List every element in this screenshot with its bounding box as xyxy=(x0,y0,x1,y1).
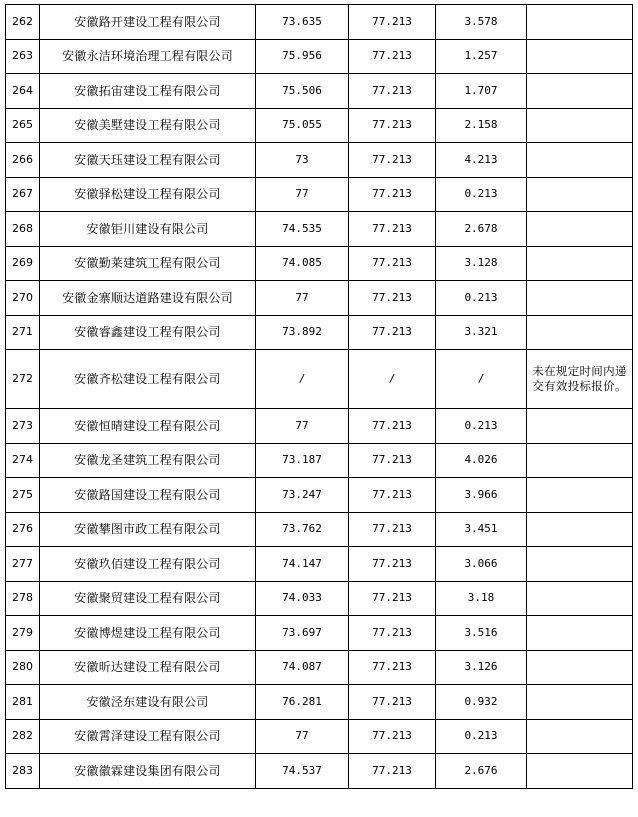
difference-cell: 0.213 xyxy=(436,281,527,316)
company-name-cell: 安徽攀图市政工程有限公司 xyxy=(40,512,256,547)
company-name-cell: 安徽龙圣建筑工程有限公司 xyxy=(40,443,256,478)
company-name-cell: 安徽徽霖建设集团有限公司 xyxy=(40,754,256,789)
remark-cell xyxy=(527,512,633,547)
company-name-cell: 安徽恒晴建设工程有限公司 xyxy=(40,409,256,444)
difference-cell: 3.126 xyxy=(436,650,527,685)
benchmark-cell: 77.213 xyxy=(349,616,436,651)
table-row xyxy=(6,547,633,582)
row-number-cell: 272 xyxy=(6,350,40,409)
difference-cell: / xyxy=(436,350,527,409)
company-name-cell: 安徽拓宙建设工程有限公司 xyxy=(40,74,256,109)
row-number-cell: 275 xyxy=(6,478,40,513)
row-number-cell: 273 xyxy=(6,409,40,444)
table-row xyxy=(6,246,633,281)
difference-cell: 2.676 xyxy=(436,754,527,789)
benchmark-cell: 77.213 xyxy=(349,281,436,316)
table-row xyxy=(6,754,633,789)
company-name-cell: 安徽霄泽建设工程有限公司 xyxy=(40,719,256,754)
benchmark-cell: 77.213 xyxy=(349,177,436,212)
row-number-cell: 263 xyxy=(6,39,40,74)
row-number-cell: 265 xyxy=(6,108,40,143)
remark-cell xyxy=(527,409,633,444)
benchmark-cell: 77.213 xyxy=(349,685,436,720)
difference-cell: 0.932 xyxy=(436,685,527,720)
row-number-cell: 283 xyxy=(6,754,40,789)
score-cell: 77 xyxy=(256,719,349,754)
row-number-cell: 280 xyxy=(6,650,40,685)
company-name-cell: 安徽睿鑫建设工程有限公司 xyxy=(40,315,256,350)
company-name-cell: 安徽聚贸建设工程有限公司 xyxy=(40,581,256,616)
score-cell: 73 xyxy=(256,143,349,178)
table-row xyxy=(6,685,633,720)
remark-cell: 未在规定时间内递交有效投标报价。 xyxy=(527,350,633,409)
score-cell: 74.537 xyxy=(256,754,349,789)
remark-cell xyxy=(527,754,633,789)
score-cell: 77 xyxy=(256,281,349,316)
score-cell: 73.762 xyxy=(256,512,349,547)
difference-cell: 3.18 xyxy=(436,581,527,616)
row-number-cell: 282 xyxy=(6,719,40,754)
table-row xyxy=(6,212,633,247)
benchmark-cell: 77.213 xyxy=(349,650,436,685)
row-number-cell: 279 xyxy=(6,616,40,651)
table-row xyxy=(6,281,633,316)
table-row xyxy=(6,443,633,478)
difference-cell: 3.516 xyxy=(436,616,527,651)
row-number-cell: 268 xyxy=(6,212,40,247)
score-cell: 74.085 xyxy=(256,246,349,281)
difference-cell: 1.707 xyxy=(436,74,527,109)
benchmark-cell: 77.213 xyxy=(349,212,436,247)
remark-cell xyxy=(527,212,633,247)
remark-cell xyxy=(527,443,633,478)
table-row xyxy=(6,143,633,178)
table-row xyxy=(6,616,633,651)
row-number-cell: 269 xyxy=(6,246,40,281)
remark-cell xyxy=(527,315,633,350)
table-row xyxy=(6,5,633,40)
row-number-cell: 270 xyxy=(6,281,40,316)
remark-cell xyxy=(527,5,633,40)
benchmark-cell: 77.213 xyxy=(349,143,436,178)
difference-cell: 3.966 xyxy=(436,478,527,513)
benchmark-cell: / xyxy=(349,350,436,409)
results-table-body xyxy=(6,5,633,789)
difference-cell: 0.213 xyxy=(436,177,527,212)
remark-cell xyxy=(527,719,633,754)
company-name-cell: 安徽驿松建设工程有限公司 xyxy=(40,177,256,212)
remark-cell xyxy=(527,281,633,316)
benchmark-cell: 77.213 xyxy=(349,754,436,789)
company-name-cell: 安徽路国建设工程有限公司 xyxy=(40,478,256,513)
row-number-cell: 271 xyxy=(6,315,40,350)
difference-cell: 3.578 xyxy=(436,5,527,40)
score-cell: 73.697 xyxy=(256,616,349,651)
benchmark-cell: 77.213 xyxy=(349,74,436,109)
score-cell: 74.535 xyxy=(256,212,349,247)
table-row xyxy=(6,108,633,143)
table-row xyxy=(6,512,633,547)
score-cell: / xyxy=(256,350,349,409)
benchmark-cell: 77.213 xyxy=(349,581,436,616)
score-cell: 76.281 xyxy=(256,685,349,720)
remark-cell xyxy=(527,39,633,74)
row-number-cell: 262 xyxy=(6,5,40,40)
table-row xyxy=(6,650,633,685)
company-name-cell: 安徽钜川建设有限公司 xyxy=(40,212,256,247)
difference-cell: 3.451 xyxy=(436,512,527,547)
company-name-cell: 安徽勤莱建筑工程有限公司 xyxy=(40,246,256,281)
benchmark-cell: 77.213 xyxy=(349,719,436,754)
benchmark-cell: 77.213 xyxy=(349,409,436,444)
score-cell: 73.635 xyxy=(256,5,349,40)
remark-cell xyxy=(527,177,633,212)
benchmark-cell: 77.213 xyxy=(349,39,436,74)
difference-cell: 3.066 xyxy=(436,547,527,582)
company-name-cell: 安徽金寨顺达道路建设有限公司 xyxy=(40,281,256,316)
row-number-cell: 274 xyxy=(6,443,40,478)
row-number-cell: 281 xyxy=(6,685,40,720)
difference-cell: 4.213 xyxy=(436,143,527,178)
remark-cell xyxy=(527,581,633,616)
benchmark-cell: 77.213 xyxy=(349,478,436,513)
table-row xyxy=(6,39,633,74)
difference-cell: 3.321 xyxy=(436,315,527,350)
difference-cell: 1.257 xyxy=(436,39,527,74)
company-name-cell: 安徽路开建设工程有限公司 xyxy=(40,5,256,40)
table-row xyxy=(6,719,633,754)
benchmark-cell: 77.213 xyxy=(349,547,436,582)
remark-cell xyxy=(527,685,633,720)
company-name-cell: 安徽美墅建设工程有限公司 xyxy=(40,108,256,143)
company-name-cell: 安徽天珏建设工程有限公司 xyxy=(40,143,256,178)
table-row xyxy=(6,581,633,616)
row-number-cell: 276 xyxy=(6,512,40,547)
row-number-cell: 267 xyxy=(6,177,40,212)
score-cell: 73.892 xyxy=(256,315,349,350)
remark-cell xyxy=(527,650,633,685)
remark-cell xyxy=(527,616,633,651)
row-number-cell: 278 xyxy=(6,581,40,616)
benchmark-cell: 77.213 xyxy=(349,315,436,350)
benchmark-cell: 77.213 xyxy=(349,108,436,143)
row-number-cell: 264 xyxy=(6,74,40,109)
table-row xyxy=(6,409,633,444)
score-cell: 77 xyxy=(256,177,349,212)
benchmark-cell: 77.213 xyxy=(349,512,436,547)
score-cell: 75.055 xyxy=(256,108,349,143)
score-cell: 73.247 xyxy=(256,478,349,513)
remark-cell xyxy=(527,143,633,178)
difference-cell: 0.213 xyxy=(436,719,527,754)
score-cell: 77 xyxy=(256,409,349,444)
benchmark-cell: 77.213 xyxy=(349,443,436,478)
company-name-cell: 安徽玖佰建设工程有限公司 xyxy=(40,547,256,582)
score-cell: 73.187 xyxy=(256,443,349,478)
difference-cell: 4.026 xyxy=(436,443,527,478)
remark-cell xyxy=(527,547,633,582)
difference-cell: 2.158 xyxy=(436,108,527,143)
score-cell: 75.956 xyxy=(256,39,349,74)
remark-cell xyxy=(527,74,633,109)
table-row xyxy=(6,74,633,109)
benchmark-cell: 77.213 xyxy=(349,246,436,281)
company-name-cell: 安徽泾东建设有限公司 xyxy=(40,685,256,720)
remark-cell xyxy=(527,108,633,143)
table-row xyxy=(6,315,633,350)
row-number-cell: 277 xyxy=(6,547,40,582)
results-table xyxy=(5,4,633,789)
row-number-cell: 266 xyxy=(6,143,40,178)
table-row xyxy=(6,177,633,212)
score-cell: 74.033 xyxy=(256,581,349,616)
remark-cell xyxy=(527,478,633,513)
benchmark-cell: 77.213 xyxy=(349,5,436,40)
difference-cell: 2.678 xyxy=(436,212,527,247)
company-name-cell: 安徽昕达建设工程有限公司 xyxy=(40,650,256,685)
score-cell: 74.147 xyxy=(256,547,349,582)
remark-cell xyxy=(527,246,633,281)
difference-cell: 0.213 xyxy=(436,409,527,444)
company-name-cell: 安徽永洁环境治理工程有限公司 xyxy=(40,39,256,74)
company-name-cell: 安徽博煜建设工程有限公司 xyxy=(40,616,256,651)
score-cell: 75.506 xyxy=(256,74,349,109)
table-row xyxy=(6,478,633,513)
score-cell: 74.087 xyxy=(256,650,349,685)
difference-cell: 3.128 xyxy=(436,246,527,281)
company-name-cell: 安徽齐松建设工程有限公司 xyxy=(40,350,256,409)
table-row xyxy=(6,350,633,409)
